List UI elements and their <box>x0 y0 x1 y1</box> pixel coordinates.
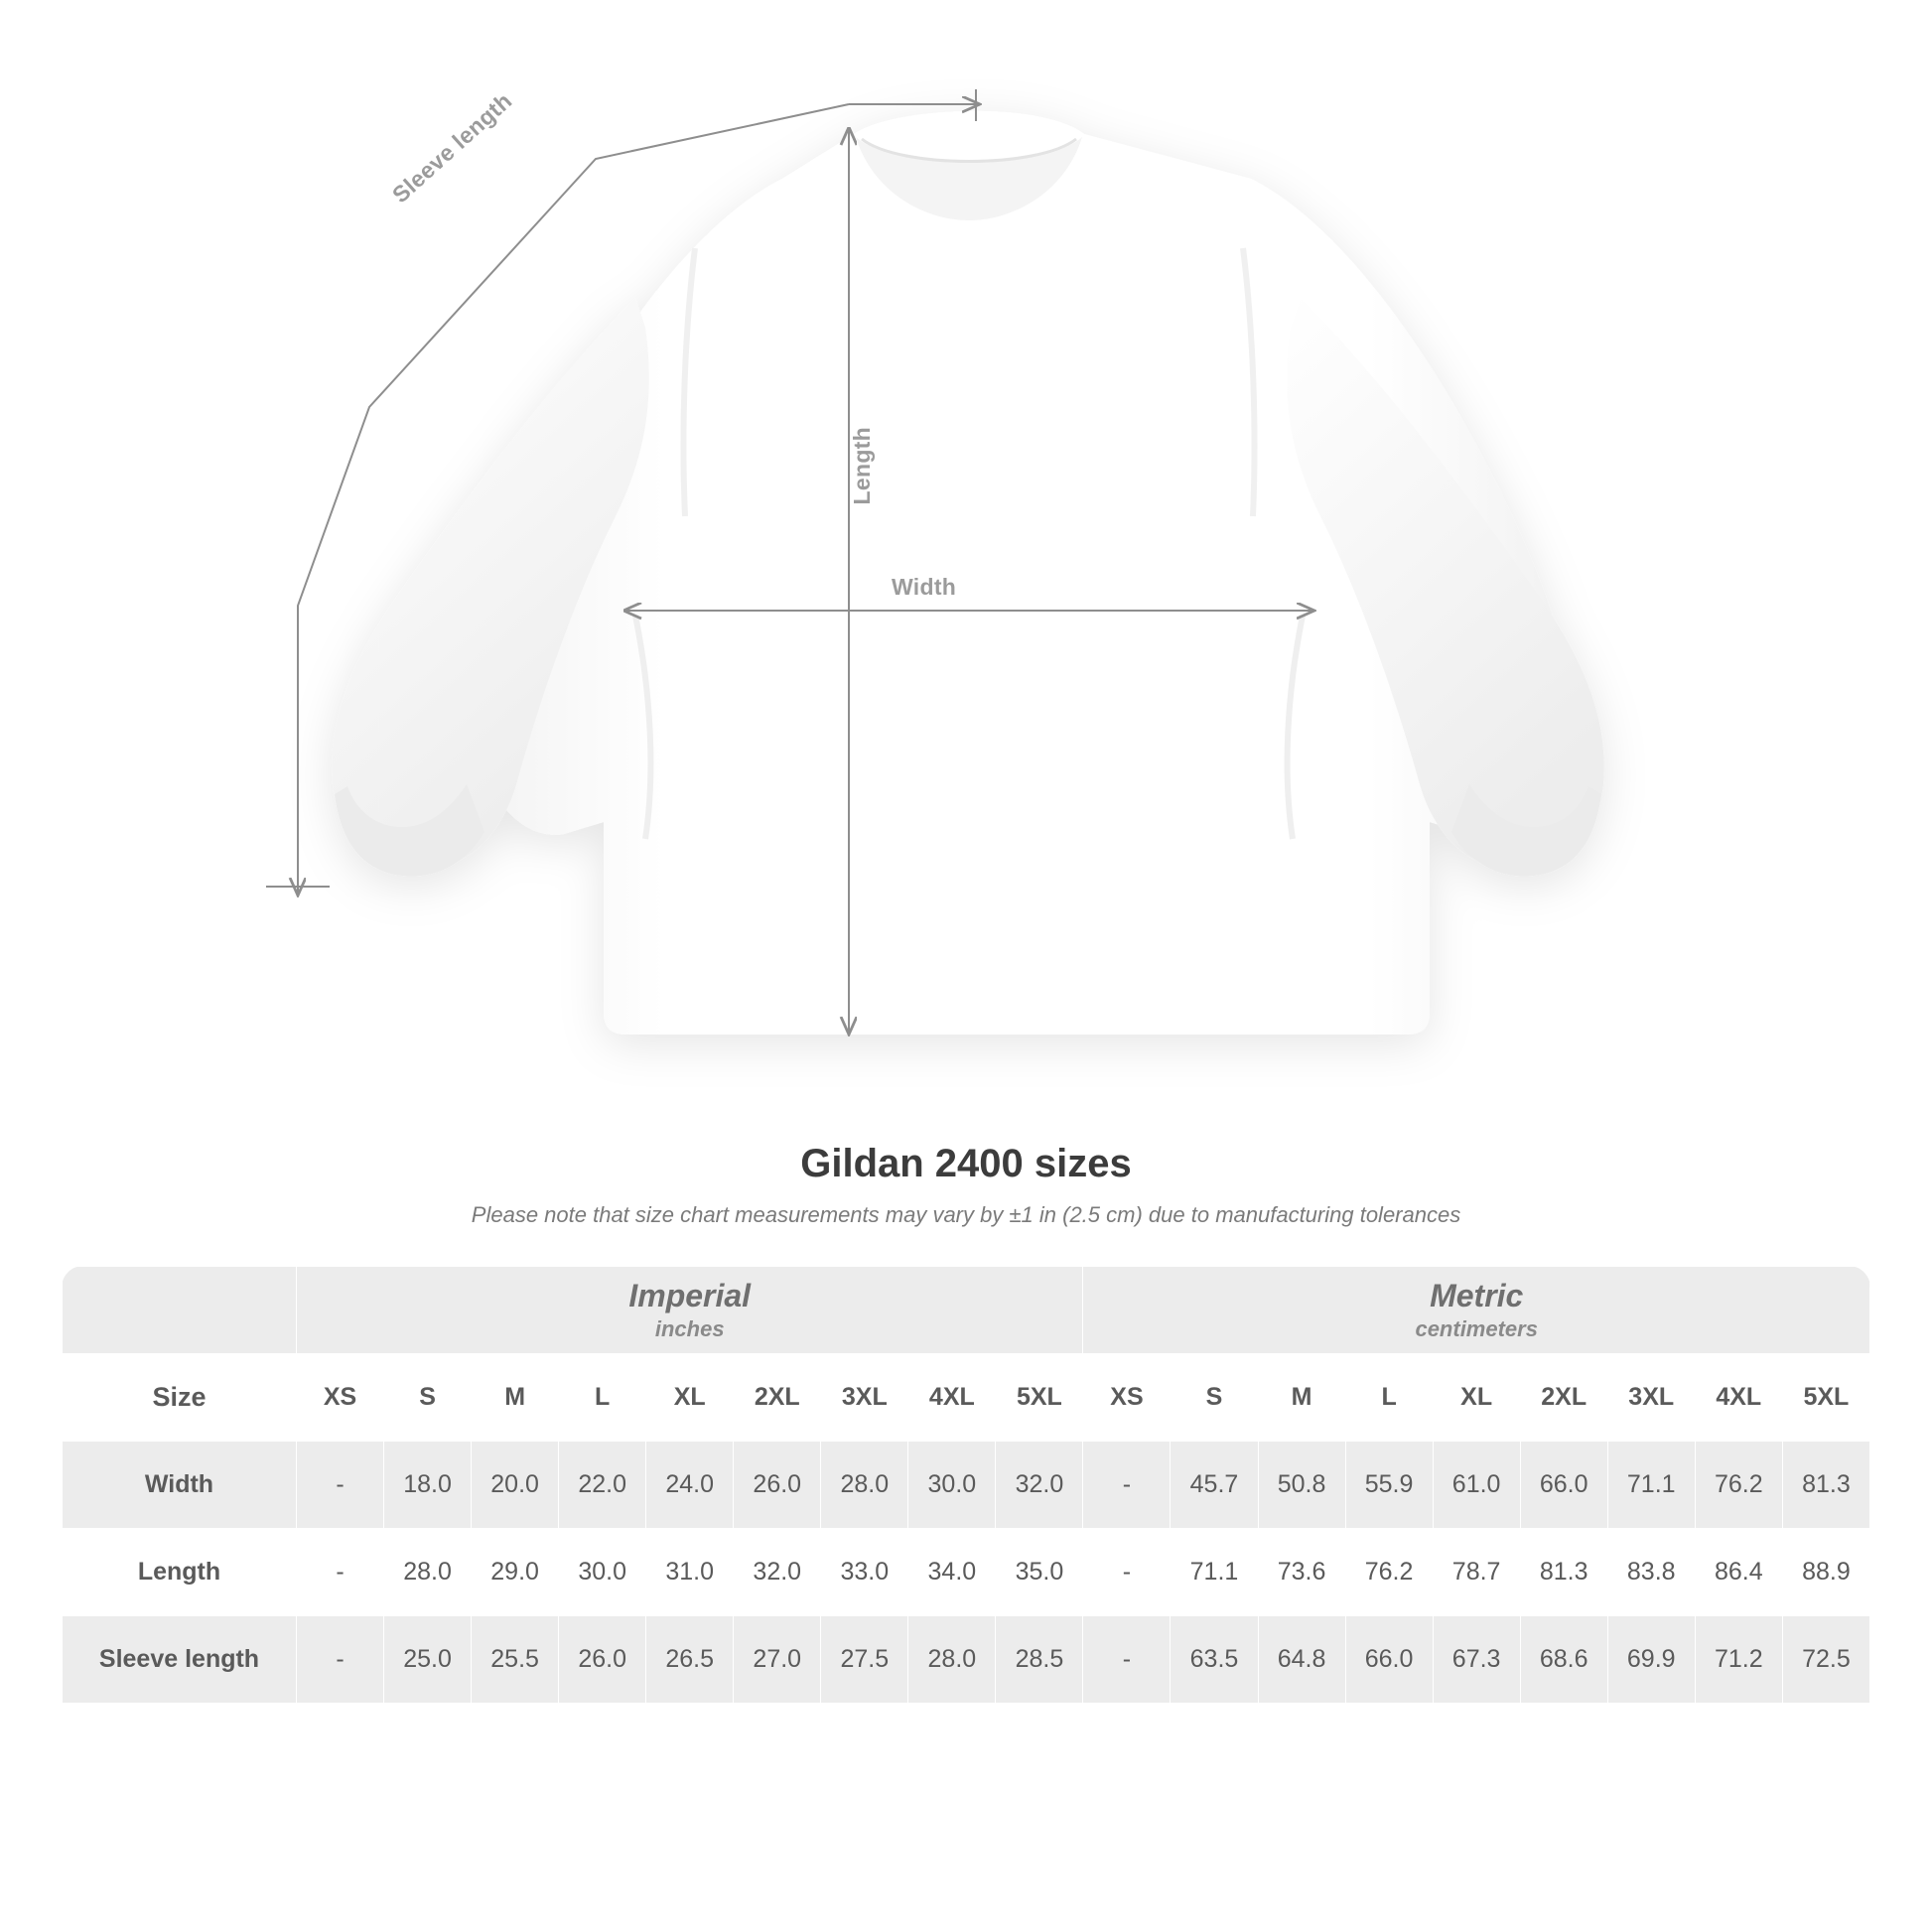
col-header-met-m: M <box>1258 1354 1345 1442</box>
col-header-met-2xl: 2XL <box>1520 1354 1607 1442</box>
row-label-length: Length <box>63 1529 297 1616</box>
cell-sleeve-imp-4xl: 28.0 <box>908 1616 996 1704</box>
cell-sleeve-met-s: 63.5 <box>1171 1616 1258 1704</box>
cell-length-met-5xl: 88.9 <box>1782 1529 1869 1616</box>
cell-width-met-s: 45.7 <box>1171 1442 1258 1529</box>
cell-sleeve-imp-3xl: 27.5 <box>821 1616 908 1704</box>
cell-width-imp-3xl: 28.0 <box>821 1442 908 1529</box>
col-header-met-5xl: 5XL <box>1782 1354 1869 1442</box>
col-header-met-3xl: 3XL <box>1607 1354 1695 1442</box>
cell-sleeve-met-3xl: 69.9 <box>1607 1616 1695 1704</box>
cell-length-imp-s: 28.0 <box>384 1529 472 1616</box>
cell-length-met-xs: - <box>1083 1529 1171 1616</box>
cell-width-met-m: 50.8 <box>1258 1442 1345 1529</box>
shirt-body-shape <box>332 111 1603 1035</box>
cell-width-met-5xl: 81.3 <box>1782 1442 1869 1529</box>
cell-sleeve-met-xs: - <box>1083 1616 1171 1704</box>
cell-length-imp-xs: - <box>297 1529 384 1616</box>
col-header-imp-l: L <box>559 1354 646 1442</box>
unit-group-metric <box>1083 1267 1870 1354</box>
col-header-met-xl: XL <box>1433 1354 1520 1442</box>
cell-length-imp-3xl: 33.0 <box>821 1529 908 1616</box>
col-header-met-4xl: 4XL <box>1695 1354 1782 1442</box>
cell-width-met-2xl: 66.0 <box>1520 1442 1607 1529</box>
tolerance-note: Please note that size chart measurements may vary by ±1 in (2.5 cm) due to manufacturing tolerances <box>471 1202 1461 1227</box>
col-header-met-s: S <box>1171 1354 1258 1442</box>
cell-sleeve-imp-2xl: 27.0 <box>734 1616 821 1704</box>
cell-length-met-4xl: 86.4 <box>1695 1529 1782 1616</box>
cell-sleeve-met-m: 64.8 <box>1258 1616 1345 1704</box>
cell-length-imp-2xl: 32.0 <box>734 1529 821 1616</box>
size-chart-table-wrapper <box>62 1266 1870 1704</box>
cell-sleeve-imp-5xl: 28.5 <box>996 1616 1083 1704</box>
col-header-imp-2xl: 2XL <box>734 1354 821 1442</box>
cell-width-met-3xl: 71.1 <box>1607 1442 1695 1529</box>
cell-sleeve-imp-xs: - <box>297 1616 384 1704</box>
col-header-imp-s: S <box>384 1354 472 1442</box>
unit-system-metric: Metric <box>1430 1278 1524 1314</box>
col-header-met-l: L <box>1345 1354 1433 1442</box>
cell-width-imp-2xl: 26.0 <box>734 1442 821 1529</box>
cell-length-imp-m: 29.0 <box>472 1529 559 1616</box>
col-header-imp-m: M <box>472 1354 559 1442</box>
cell-sleeve-met-2xl: 68.6 <box>1520 1616 1607 1704</box>
table-row-length <box>63 1529 1870 1616</box>
cell-length-imp-l: 30.0 <box>559 1529 646 1616</box>
cell-length-imp-xl: 31.0 <box>646 1529 734 1616</box>
cell-sleeve-imp-s: 25.0 <box>384 1616 472 1704</box>
col-header-met-xs: XS <box>1083 1354 1171 1442</box>
col-header-imp-3xl: 3XL <box>821 1354 908 1442</box>
cell-width-imp-l: 22.0 <box>559 1442 646 1529</box>
sleeve-length-label: Sleeve length <box>387 87 517 208</box>
cell-width-met-l: 55.9 <box>1345 1442 1433 1529</box>
cell-width-imp-4xl: 30.0 <box>908 1442 996 1529</box>
cell-sleeve-imp-l: 26.0 <box>559 1616 646 1704</box>
cell-length-met-xl: 78.7 <box>1433 1529 1520 1616</box>
unit-header-spacer <box>63 1267 297 1354</box>
cell-width-met-xs: - <box>1083 1442 1171 1529</box>
page-title: Gildan 2400 sizes <box>800 1142 1132 1185</box>
col-header-imp-4xl: 4XL <box>908 1354 996 1442</box>
cell-width-imp-xs: - <box>297 1442 384 1529</box>
unit-sub-metric: centimeters <box>1415 1316 1538 1342</box>
cell-length-met-3xl: 83.8 <box>1607 1529 1695 1616</box>
row-label-width: Width <box>63 1442 297 1529</box>
cell-sleeve-met-4xl: 71.2 <box>1695 1616 1782 1704</box>
row-label-sleeve-length: Sleeve length <box>63 1616 297 1704</box>
unit-sub-imperial: inches <box>654 1316 725 1342</box>
cell-width-met-xl: 61.0 <box>1433 1442 1520 1529</box>
cell-width-imp-s: 18.0 <box>384 1442 472 1529</box>
cell-sleeve-met-xl: 67.3 <box>1433 1616 1520 1704</box>
size-header-row <box>63 1354 1870 1442</box>
col-header-imp-xs: XS <box>297 1354 384 1442</box>
unit-system-imperial: Imperial <box>628 1278 752 1314</box>
table-row-width <box>63 1442 1870 1529</box>
cell-length-met-l: 76.2 <box>1345 1529 1433 1616</box>
row-header-size: Size <box>63 1354 297 1442</box>
col-header-imp-xl: XL <box>646 1354 734 1442</box>
unit-header-row <box>63 1267 1870 1354</box>
length-label: Length <box>849 427 875 505</box>
cell-sleeve-imp-xl: 26.5 <box>646 1616 734 1704</box>
width-label: Width <box>892 574 957 600</box>
cell-length-met-m: 73.6 <box>1258 1529 1345 1616</box>
size-chart-table <box>62 1266 1870 1704</box>
cell-sleeve-imp-m: 25.5 <box>472 1616 559 1704</box>
cell-width-imp-xl: 24.0 <box>646 1442 734 1529</box>
cell-width-met-4xl: 76.2 <box>1695 1442 1782 1529</box>
chart-heading <box>0 1142 1932 1228</box>
cell-length-met-s: 71.1 <box>1171 1529 1258 1616</box>
unit-group-imperial <box>297 1267 1083 1354</box>
col-header-imp-5xl: 5XL <box>996 1354 1083 1442</box>
cell-length-met-2xl: 81.3 <box>1520 1529 1607 1616</box>
table-row-sleeve-length <box>63 1616 1870 1704</box>
cell-width-imp-m: 20.0 <box>472 1442 559 1529</box>
cell-width-imp-5xl: 32.0 <box>996 1442 1083 1529</box>
cell-length-imp-4xl: 34.0 <box>908 1529 996 1616</box>
cell-sleeve-met-l: 66.0 <box>1345 1616 1433 1704</box>
cell-length-imp-5xl: 35.0 <box>996 1529 1083 1616</box>
cell-sleeve-met-5xl: 72.5 <box>1782 1616 1869 1704</box>
